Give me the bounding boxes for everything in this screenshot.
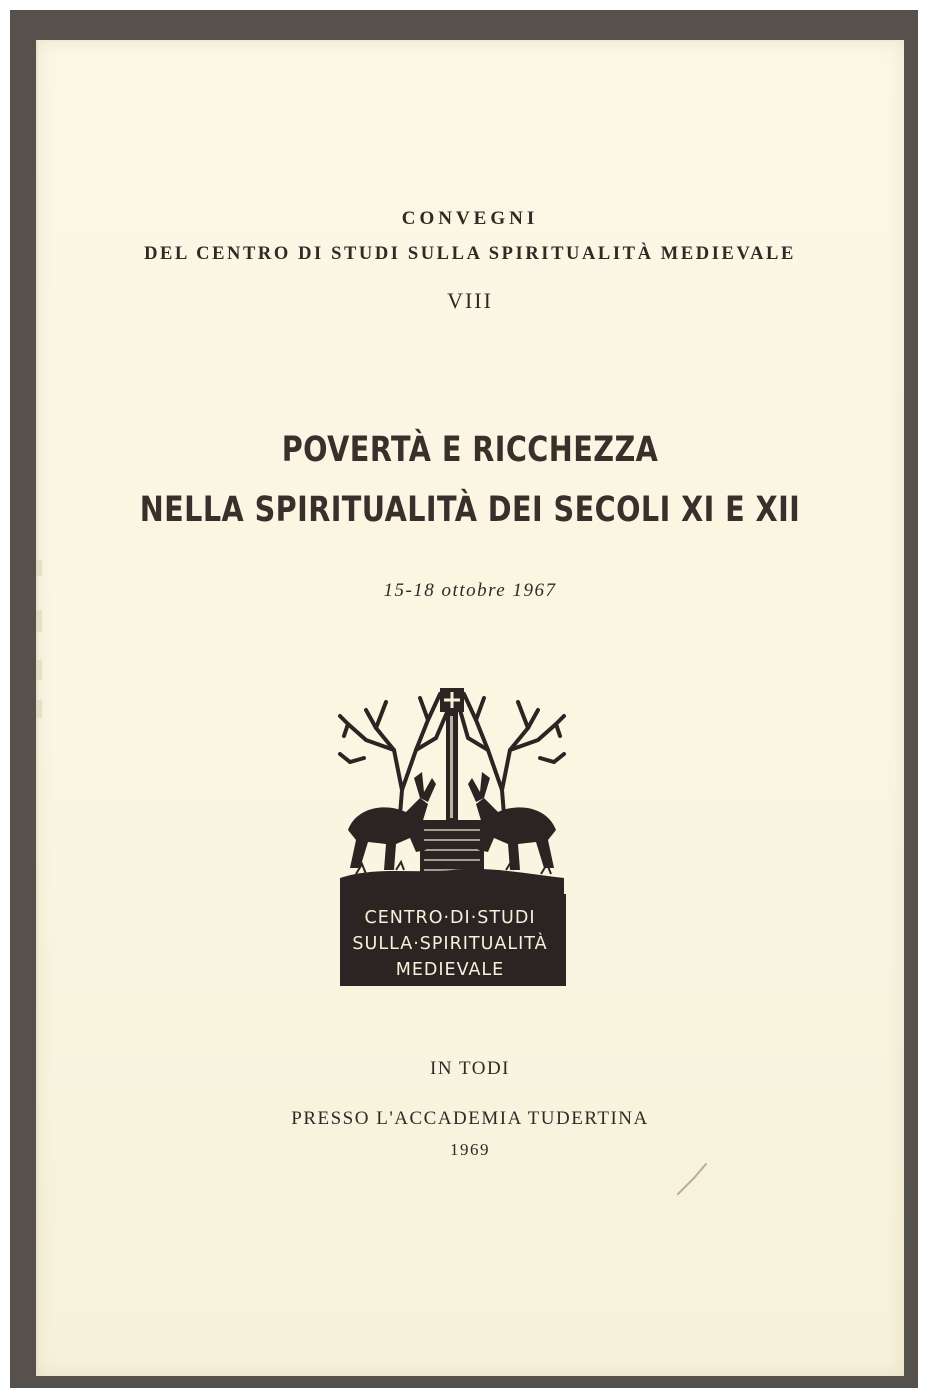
conference-dates: 15-18 ottobre 1967 <box>383 580 557 601</box>
cover-wear-marks <box>36 540 50 730</box>
center-name: DEL CENTRO DI STUDI SULLA SPIRITUALITÀ MEDIEVALE <box>144 244 796 264</box>
emblem-line-1: CENTRO·DI·STUDI <box>364 908 536 928</box>
volume-number: VIII <box>447 288 493 313</box>
woodcut-emblem <box>336 680 568 992</box>
emblem-line-2: SULLA·SPIRITUALITÀ <box>352 934 548 954</box>
imprint-year: 1969 <box>450 1140 490 1159</box>
pen-mark <box>672 1160 712 1200</box>
imprint-publisher: PRESSO L'ACCADEMIA TUDERTINA <box>291 1108 649 1129</box>
emblem-line-3: MEDIEVALE <box>395 960 505 980</box>
imprint-place: IN TODI <box>430 1058 510 1079</box>
emblem-plaque <box>340 894 566 986</box>
book-title-line-1: POVERTÀ E RICCHEZZA <box>281 430 659 470</box>
series-label: CONVEGNI <box>401 208 539 229</box>
book-title-line-2: NELLA SPIRITUALITÀ DEI SECOLI XI E XII <box>139 490 801 530</box>
